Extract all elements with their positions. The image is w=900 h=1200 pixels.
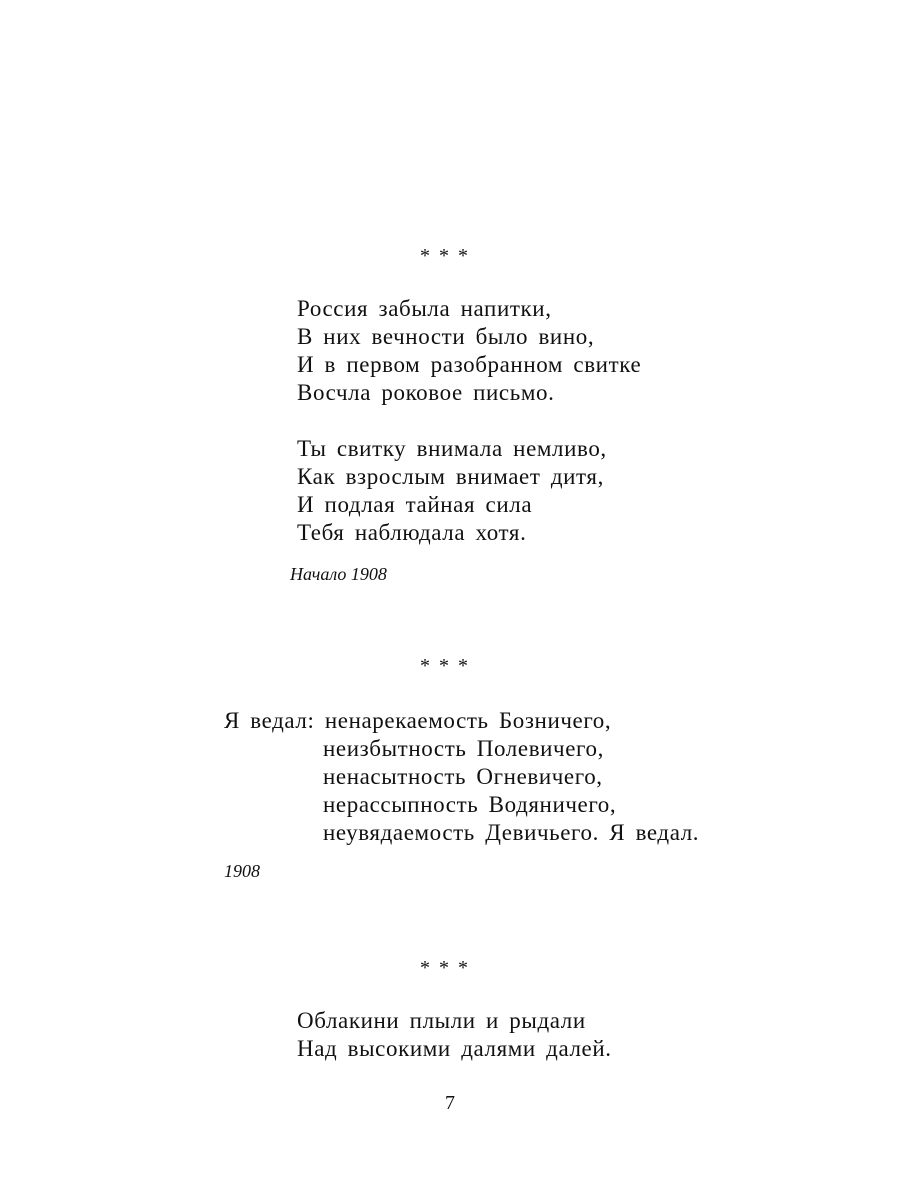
poem-line: Я ведал: ненарекаемость Бозничего, xyxy=(224,708,612,733)
poem-line: Ты свитку внимала немливо, xyxy=(297,436,607,461)
poem-line: Тебя наблюдала хотя. xyxy=(297,520,527,545)
poem-date: Начало 1908 xyxy=(290,564,387,584)
section-separator: * * * xyxy=(420,245,470,267)
section-separator: * * * xyxy=(420,655,470,677)
poem-line: И в первом разобранном свитке xyxy=(297,352,642,377)
poem-date: 1908 xyxy=(224,861,260,881)
poem-line: неувядаемость Девичьего. Я ведал. xyxy=(323,820,700,845)
poem-line: Как взрослым внимает дитя, xyxy=(297,464,604,489)
poem-line: Над высокими далями далей. xyxy=(297,1036,612,1061)
poem-line: Россия забыла напитки, xyxy=(297,296,552,321)
poem-line: ненасытность Огневичего, xyxy=(323,764,603,789)
poem-line: Облакини плыли и рыдали xyxy=(297,1008,586,1033)
page-number: 7 xyxy=(445,1092,455,1114)
section-separator: * * * xyxy=(420,957,470,979)
poem-line: В них вечности было вино, xyxy=(297,324,595,349)
poem-line: Восчла роковое письмо. xyxy=(297,380,555,405)
poem-line: нерассыпность Водяничего, xyxy=(323,792,617,817)
poem-line: неизбытность Полевичего, xyxy=(323,736,604,761)
poem-line: И подлая тайная сила xyxy=(297,492,533,517)
